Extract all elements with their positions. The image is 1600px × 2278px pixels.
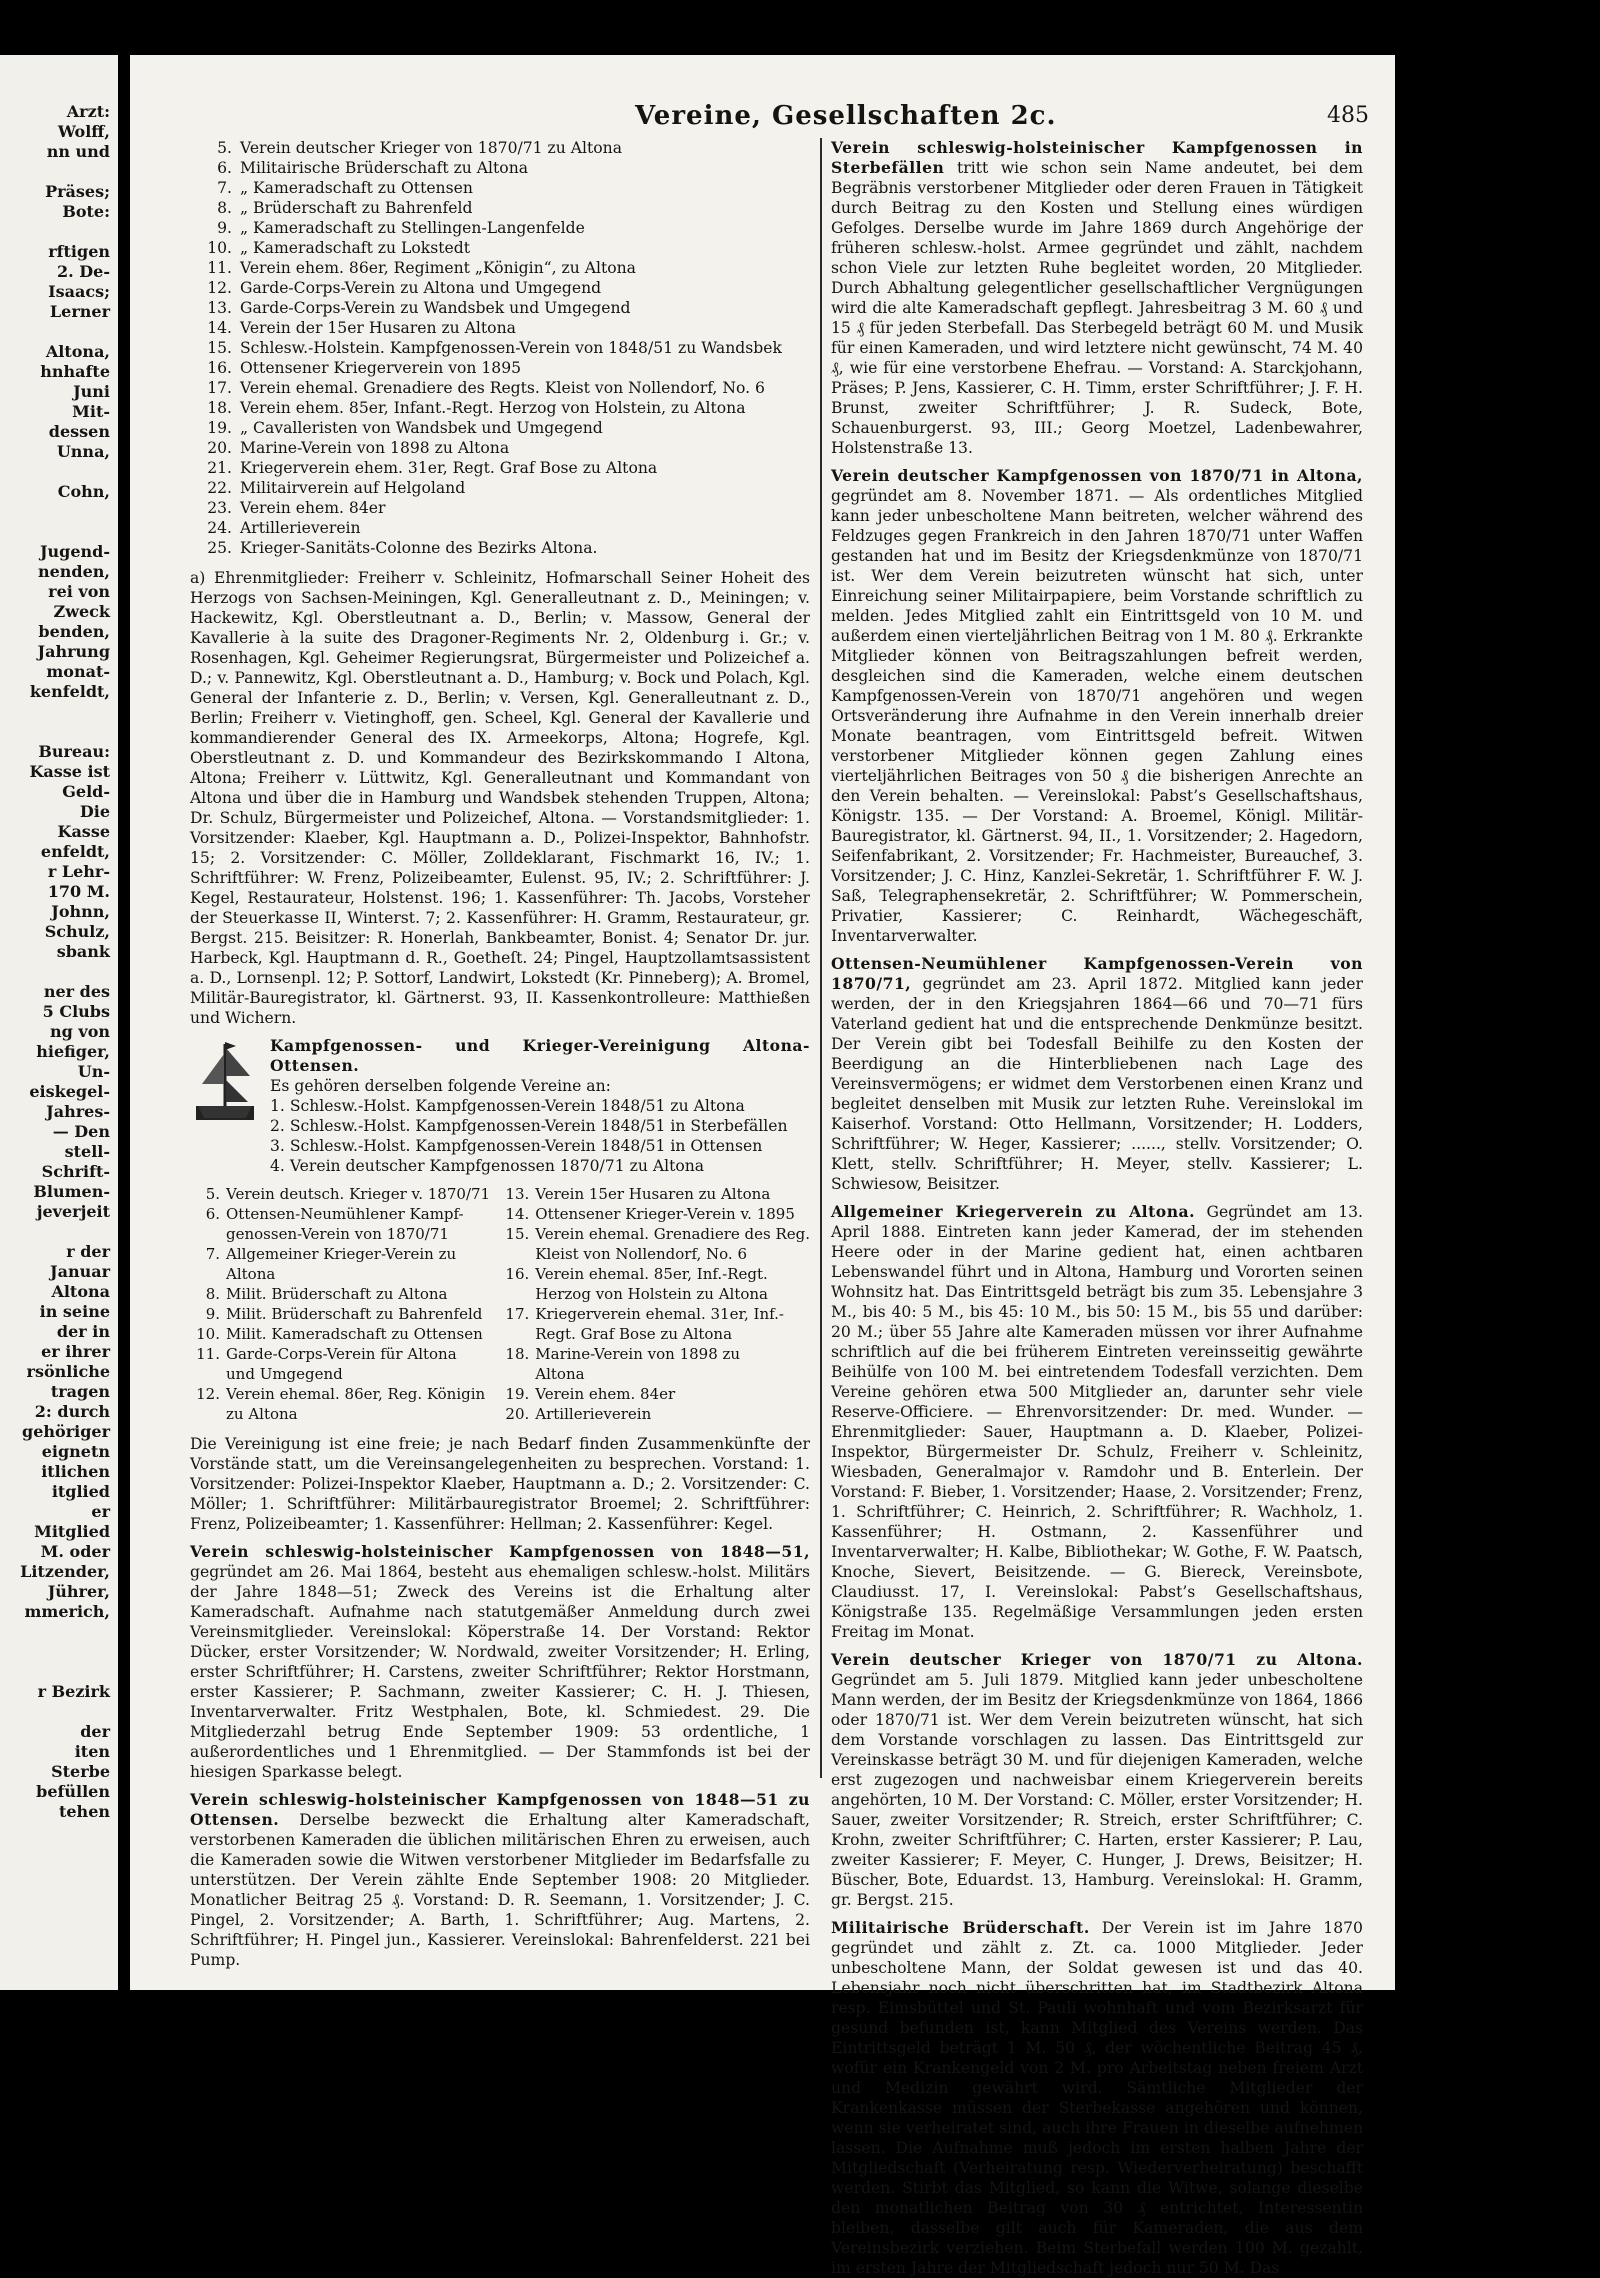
prev-page-fragment: Altona — [51, 1282, 110, 1301]
list-text: Verein ehem. 84er — [535, 1385, 676, 1403]
prev-page-fragment: Altona, — [45, 342, 110, 361]
prev-page-fragment: Bureau: — [38, 742, 110, 761]
column-rule — [820, 138, 822, 1778]
prev-page-fragment: Mit- — [72, 402, 110, 421]
list-number: 6. — [217, 159, 232, 177]
entry-text: gegründet am 8. November 1871. — Als ordentliches Mitglied kann jeder unbescholtene Mann beitreten, welcher während des Feldzuges gegen Frankreich in den Jahren 1870/71 unter Waffen gestanden hat und im Besitz der Kriegsdenkmünze von 1870/71 ist. Wer dem Verein beizutreten wünscht hat sich, unter Einreichung seiner Militairpapiere, beim Vorstande schriftlich zu melden. Jedes Mitglied zahlt ein Eintrittsgeld von 10 M. und außerdem einen vierteljährlichen Beitrag von 1 M. 80 ₰. Erkrankte Mitglieder können von Beitragszahlungen befreit werden, desgleichen sind die Kameraden, welche einem deutschen Kampfgenossen-Verein von 1870/71 angehören und wegen Ortsveränderung ihre Aufnahme in den Verein innerhalb dreier Monate beantragen, vom Eintrittsgeld befreit. Witwen verstorbener Mitglieder können gegen Zahlung eines vierteljährlichen Beitrages von 50 ₰ die bisherigen Anrechte an den Verein behalten. — Vereinslokal: Pabst’s Gesellschaftshaus, Königstr. 135. — Der Vorstand: A. Broemel, Königl. Militär-Bauregistrator, kl. Gärtnerst. 94, II., 1. Vorsitzender; 2. Hagedorn, Seifenfabrikant, 2. Vorsitzender; Fr. Hachmeister, Bureauchef, 3. Vorsitzender; J. C. Hinz, Kanzlei-Sekretär, 1. Schriftführer F. W. J. Saß, Telegraphensekretär, 2. Schriftführer; W. Pommerschein, Privatier, Kassierer; C. Reinhardt, Wächegeschäft, Inventarverwalter. — [831, 487, 1363, 945]
prev-page-fragment: gehöriger — [22, 1422, 110, 1441]
list-text: Herzog von Holstein zu Altona — [535, 1285, 768, 1303]
list-item — [190, 218, 810, 238]
prev-page-fragment: stell- — [64, 1142, 110, 1161]
prev-page-fragment: 5 Clubs — [42, 1002, 110, 1021]
entry-title: Allgemeiner Kriegerverein zu Altona. — [831, 1202, 1196, 1221]
list-item — [190, 298, 810, 318]
prev-page-fragment: Die — [79, 802, 110, 821]
list-text: Marine-Verein von 1898 zu Altona — [240, 439, 510, 457]
prev-page-fragment: Bote: — [62, 202, 110, 221]
previous-page-edge — [0, 55, 118, 1990]
list-item — [190, 1224, 491, 1244]
prev-page-fragment: r der — [66, 1242, 110, 1261]
list-item — [190, 518, 810, 538]
prev-page-fragment: befüllen — [36, 1782, 110, 1801]
list-number: 20. — [207, 439, 232, 457]
prev-page-fragment: Wolff, — [57, 122, 110, 141]
list-item — [190, 1404, 491, 1424]
list-item — [190, 1364, 491, 1384]
list-number: 7. — [217, 179, 232, 197]
list-number: 12. — [196, 1385, 220, 1403]
prev-page-fragment: M. oder — [40, 1542, 110, 1561]
list-text: Verein ehem. 84er — [240, 499, 386, 517]
entry-title: Verein schleswig-holsteinischer Kampfgenossen von 1848—51 zu Ottensen. — [190, 1790, 810, 1829]
list-text: Altona — [226, 1265, 276, 1283]
prev-page-fragment: Kasse ist — [29, 762, 110, 781]
list-item — [190, 358, 810, 378]
prev-page-fragment: r Bezirk — [37, 1682, 110, 1701]
prev-page-fragment: Isaacs; — [48, 282, 110, 301]
prev-page-fragment: Johnn, — [51, 902, 110, 921]
entry-text: Der Verein ist im Jahre 1870 gegründet und zählt z. Zt. ca. 1000 Mitglieder. Jeder unbescholtene Mann, der Soldat gewesen ist und das 40. Lebensjahr noch nicht überschritten hat, im Stadtbezirk Altona resp. Eimsbüttel und St. Pauli wohnhaft und vom Bezirksarzt für gesund befunden ist, kann Mitglied des Vereins werden. Das Eintrittsgeld beträgt 1 M. 50 ₰, der wöchentliche Beitrag 45 ₰, wofür ein Krankengeld von 2 M. pro Arbeitstag neben freiem Arzt und Medizin gewährt wird. Sämtliche Mitglieder der Krankenkasse müssen der Sterbekasse angehören und können, wenn sie verheiratet sind, auch ihre Frauen in dieselbe aufnehmen lassen. Die Aufnahme muß jedoch im ersten halben Jahre der Mitgliedschaft (Verheiratung resp. Wiederverheiratung) beschafft werden. Stirbt das Mitglied, so kann die Witwe, solange dieselbe den monatlichen Beitrag von 30 ₰ entrichtet, Interessentin bleiben, dasselbe gilt auch für Kameraden, die aus dem Vereinsbezirk verziehen. Beim Sterbefall werden 100 M. gezahlt, im ersten Jahre der Mitgliedschaft jedoch nur 50 M. Das — [831, 1919, 1363, 2277]
prev-page-fragment: in seine — [39, 1302, 110, 1321]
list-text: „ Cavalleristen von Wandsbek und Umgegend — [240, 419, 603, 437]
prev-page-fragment: hiefiger, — [36, 1042, 110, 1061]
list-number: 15. — [505, 1225, 530, 1243]
entry-kampfgenossen-1870 — [831, 466, 1363, 946]
list-number: 20. — [505, 1405, 530, 1423]
list-item — [190, 198, 810, 218]
left-column — [190, 138, 810, 1969]
prev-page-fragment: Schrift- — [41, 1162, 110, 1181]
vereinigung-description: Die Vereinigung ist eine freie; je nach Bedarf finden Zusammenkünfte der Vorstände statt, um die Vereinsangelegenheiten zu besprechen. Vorstand: 1. Vorsitzender: Polizei-Inspektor Klaeber, Hauptmann a. D.; 2. Vorsitzender: C. Möller; 1. Schriftführer: Militärbauregistrator Broemel; 2. Schriftführer: Frenz, Polizeibeamter; 1. Kassenführer: Hellman; 2. Kassenführer: Kegel. — [190, 1435, 810, 1533]
list-text: Militairische Brüderschaft zu Altona — [240, 159, 529, 177]
prev-page-fragment: kenfeldt, — [29, 682, 110, 701]
prev-page-fragment: Blumen- — [33, 1182, 110, 1201]
list-text: Ottensener Kriegerverein von 1895 — [240, 359, 522, 377]
list-number: 9. — [205, 1305, 220, 1323]
list-text: Ottensen-Neumühlener Kampf- — [226, 1205, 464, 1223]
list-text: Garde-Corps-Verein für Altona — [226, 1345, 457, 1363]
entry-title: Verein schleswig-holsteinischer Kampfgenossen in Sterbefällen — [831, 138, 1363, 177]
list-item — [499, 1204, 810, 1224]
list-item: 1. Schlesw.-Holst. Kampfgenossen-Verein 1848/51 zu Altona — [270, 1097, 745, 1115]
list-item — [499, 1324, 810, 1344]
prev-page-fragment: Litzender, — [20, 1562, 110, 1581]
prev-page-fragment: Jührer, — [47, 1582, 110, 1601]
list-text: Verein 15er Husaren zu Altona — [535, 1185, 771, 1203]
list-item — [190, 138, 810, 158]
list-text: Ottensener Krieger-Verein v. 1895 — [535, 1205, 795, 1223]
entry-text: Gegründet am 5. Juli 1879. Mitglied kann jeder unbescholtene Mann werden, der im Besitz der Kriegsdenkmünze von 1864, 1866 oder 1870/71 ist. Wer dem Verein beizutreten wünscht, hat sich dem Vorstande vorschlagen zu lassen. Das Eintrittsgeld zur Vereinskasse beträgt 30 M. und für diejenigen Kameraden, welche erst zugezogen und nachweisbar einem Kriegerverein bereits angehörten, 10 M. Der Vorstand: C. Möller, erster Vorsitzender; H. Sauer, zweiter Vorsitzender; R. Streich, erster Schriftführer; C. Krohn, zweiter Schriftführer; C. Harten, erster Kassierer; P. Lau, zweiter Kassierer; F. Meyer, C. Hunger, J. Drews, Beisitzer; H. Büscher, Bote, Eduardst. 13, Hamburg. Vereinslokal: H. Gramm, gr. Bergst. 215. — [831, 1671, 1363, 1909]
list-number: 19. — [505, 1385, 530, 1403]
prev-page-fragment: Unna, — [56, 442, 110, 461]
list-number: 14. — [207, 319, 232, 337]
entry-title: Militairische Brüderschaft. — [831, 1918, 1090, 1937]
prev-page-fragment: ng von — [50, 1022, 110, 1041]
prev-page-fragment: Cohn, — [57, 482, 110, 501]
prev-page-fragment: dessen — [48, 422, 110, 441]
list-text: Verein ehemal. Grenadiere des Regts. Kleist von Nollendorf, No. 6 — [240, 379, 765, 397]
entry-text: tritt wie schon sein Name andeutet, bei dem Begräbnis verstorbener Mitglieder oder deren Frauen in Tätigkeit durch Beitrag zu den Kosten und Stellung eines würdigen Gefolges. Derselbe wurde im Jahre 1869 durch Angehörige der früheren schlesw.-holst. Armee gegründet und zählt, nachdem schon Viele zur letzten Ruhe begleitet worden, 20 Mitglieder. Durch Abhaltung gelegentlicher gesellschaftlicher Vergnügungen wird die alte Kameradschaft gepflegt. Jahresbeitrag 3 M. 60 ₰ und 15 ₰ für jeden Sterbefall. Das Sterbegeld beträgt 60 M. und Musik für einen Kameraden, und wird letztere nicht gewünscht, 74 M. 40 ₰, wie für eine verstorbene Ehefrau. — Vorstand: A. Starckjohann, Präses; P. Jens, Kassierer, C. H. Timm, erster Schriftführer; J. F. H. Brunst, zweiter Schriftführer; J. R. Sudeck, Bote, Schauenburgerst. 93, III.; Georg Moetzel, Ladenbewahrer, Holstenstraße 13. — [831, 159, 1363, 457]
list-number: 11. — [196, 1345, 220, 1363]
vereinigung-block — [190, 1036, 810, 1176]
list-number: 21. — [207, 459, 232, 477]
list-item — [190, 238, 810, 258]
list-item — [190, 438, 810, 458]
list-text: Allgemeiner Krieger-Verein zu — [226, 1245, 457, 1263]
list-text: Verein ehemal. Grenadiere des Reg. — [535, 1225, 810, 1243]
list-number: 6. — [205, 1205, 220, 1223]
vereinigung-list-a — [190, 1184, 491, 1424]
entry-allgemeiner-krieger — [831, 1202, 1363, 1642]
prev-page-fragment: — Den — [52, 1122, 110, 1141]
list-number: 13. — [207, 299, 232, 317]
right-column — [831, 138, 1363, 2277]
list-number: 24. — [207, 519, 232, 537]
list-item: 2. Schlesw.-Holst. Kampfgenossen-Verein 1848/51 in Sterbefällen — [270, 1117, 788, 1135]
list-text: Milit. Kameradschaft zu Ottensen — [226, 1325, 483, 1343]
list-item — [499, 1184, 810, 1204]
prev-page-fragment: 2: durch — [34, 1402, 110, 1421]
list-item — [190, 378, 810, 398]
prev-page-fragment: Un- — [77, 1062, 110, 1081]
list-item — [190, 1324, 491, 1344]
list-item — [190, 1384, 491, 1404]
list-item — [190, 1344, 491, 1364]
list-text: Garde-Corps-Verein zu Altona und Umgegend — [240, 279, 602, 297]
list-item — [190, 478, 810, 498]
prev-page-fragment: er — [91, 1502, 110, 1521]
prev-page-fragment: itglied — [51, 1482, 110, 1501]
entry-title: Verein deutscher Krieger von 1870/71 zu Altona. — [831, 1650, 1363, 1669]
list-text: und Umgegend — [226, 1365, 343, 1383]
entry-deutsche-krieger — [831, 1650, 1363, 1910]
entry-text: gegründet am 26. Mai 1864, besteht aus ehemaligen schlesw.-holst. Militärs der Jahre 1848—51; Zweck des Vereins ist die Erhaltung alter Kameradschaft. Aufnahme nach statutgemäßer Anmeldung durch zwei Vereinsmitglieder. Vereinslokal: Köperstraße 14. Der Vorstand: Rektor Dücker, erster Vorsitzender; W. Nordwald, zweiter Vorsitzender; H. Erling, erster Schriftführer; H. Carstens, zweiter Schriftführer; Rektor Horstmann, erster Kassierer; P. Sachmann, zweiter Kassierer; C. H. J. Thiesen, Inventarverwalter. Fritz Westphalen, Bote, kl. Schmiedest. 29. Die Mitgliederzahl betrug Ende September 1909: 53 ordentliche, 1 außerordentliches und 1 Ehrenmitglied. — Der Stammfonds ist bei der hiesigen Sparkasse belegt. — [190, 1563, 810, 1781]
vereinigung-top-list — [270, 1096, 810, 1176]
list-number: 7. — [205, 1245, 220, 1263]
list-text: Artillerieverein — [240, 519, 361, 537]
prev-page-fragment: Jahres- — [46, 1102, 110, 1121]
list-item — [499, 1304, 810, 1324]
prev-page-fragment: iten — [74, 1742, 110, 1761]
list-number: 5. — [217, 139, 232, 157]
prev-page-fragment: der — [80, 1722, 110, 1741]
list-item — [190, 398, 810, 418]
list-text: Schlesw.-Holstein. Kampfgenossen-Verein von 1848/51 zu Wandsbek — [240, 339, 782, 357]
prev-page-fragment: rsönliche — [26, 1362, 110, 1381]
list-text: Kriegerverein ehem. 31er, Regt. Graf Bose zu Altona — [240, 459, 658, 477]
prev-page-fragment: Sterbe — [51, 1762, 110, 1781]
list-item — [190, 1284, 491, 1304]
prev-page-fragment: hnhafte — [40, 362, 110, 381]
list-number: 14. — [505, 1205, 530, 1223]
prev-page-fragment: nn und — [46, 142, 110, 161]
list-item — [190, 158, 810, 178]
prev-page-fragment: rftigen — [48, 242, 110, 261]
prev-page-fragment: sbank — [56, 942, 110, 961]
list-item — [190, 178, 810, 198]
list-number: 25. — [207, 539, 232, 557]
honorary-members-text: a) Ehrenmitglieder: Freiherr v. Schleinitz, Hofmarschall Seiner Hoheit des Herzogs von Sachsen-Meiningen, Kgl. Generalleutnant z. D., Meiningen; v. Hackewitz, Kgl. Oberstleutnant a. D., Berlin; v. Massow, General der Kavallerie à la suite des Dragoner-Regiments Nr. 2, Oldenburg i. Gr.; v. Rosenhagen, Kgl. Geheimer Regierungsrat, Bürgermeister und Polizeichef a. D.; v. Pannewitz, Kgl. Oberstleutnant a. D., Hamburg; v. Bock und Polach, Kgl. General der Infanterie z. D., Berlin; v. Versen, Kgl. Generalleutnant z. D., Berlin; Freiherr v. Vietinghoff, gen. Scheel, Kgl. General der Kavallerie und kommandierender General des IX. Armeekorps, Altona; Hogrefe, Kgl. Oberstleutnant z. D. und Kommandeur des Bezirkskommando I Altona, Altona; Freiherr v. Lüttwitz, Kgl. Generalleutnant und Kommandant von Altona und über die in Hamburg und Wandsbek stehenden Truppen, Altona; Dr. Schulz, Bürgermeister und Polizeichef, Altona. — Vorstandsmitglieder: 1. Vorsitzender: Klaeber, Kgl. Hauptmann a. D., Polizei-Inspektor, Bahnhofstr. 15; 2. Vorsitzender: C. Möller, Zolldeklarant, Fischmarkt 16, IV.; 1. Schriftführer: W. Frenz, Polizeibeamter, Eulenst. 95, IV.; 2. Schriftführer: J. Kegel, Restaurateur, Holstenst. 196; 1. Kassenführer: Th. Jacobs, Vorsteher der Steuerkasse II, Winterst. 7; 2. Kassenführer: H. Gramm, Restaurateur, gr. Bergst. 215. Beisitzer: R. Honerlah, Bankbeamter, Bonist. 4; Senator Dr. jur. Harbeck, Kgl. Hauptmann d. R., Goetheſt. 24; Pingel, Hauptzollamtsassistent a. D., Lornsenpl. 12; P. Sottorf, Landwirt, Lokstedt (Kr. Pinneberg); A. Bromel, Militär-Bauregistrator, kl. Gärtnerst. 93, II. Kassenkontrolleure: Matthießen und Wichern. — [190, 569, 810, 1027]
list-item — [190, 1204, 491, 1224]
prev-page-fragment: Lerner — [49, 302, 110, 321]
prev-page-fragment: itlichen — [41, 1462, 110, 1481]
list-text: Verein ehemal. 85er, Inf.-Regt. — [535, 1265, 768, 1283]
list-item — [190, 1244, 491, 1264]
list-item — [499, 1224, 810, 1244]
list-item — [499, 1364, 810, 1384]
entry-text: gegründet am 23. April 1872. Mitglied kann jeder werden, der in den Kriegsjahren 1864—66 und 70—71 fürs Vaterland gedient hat und die entsprechende Denkmünze besitzt. Der Verein gibt bei Todesfall Beihilfe zu den Kosten der Beerdigung an die Hinterbliebenen nach Lage des Vereinsvermögens; er widmet dem Verstorbenen einen Kranz und begleitet denselben mit Musik zur letzten Ruhe. Vereinslokal im Kaiserhof. Vorstand: Otto Hellmann, Vorsitzender; H. Lodders, Schriftführer; W. Heger, Kassierer; ......, stellv. Vorsitzender; O. Klett, stellv. Schriftführer; H. Meyer, stellv. Kassierer; L. Schwiesow, Beisitzer. — [831, 975, 1363, 1193]
list-item — [499, 1344, 810, 1364]
entry-ottensen-neumuehlener — [831, 954, 1363, 1194]
list-item: 3. Schlesw.-Holst. Kampfgenossen-Verein 1848/51 in Ottensen — [270, 1137, 763, 1155]
list-number: 13. — [505, 1185, 530, 1203]
list-number: 23. — [207, 499, 232, 517]
list-text: Verein deutsch. Krieger v. 1870/71 — [226, 1185, 491, 1203]
list-text: Verein deutscher Krieger von 1870/71 zu Altona — [240, 139, 623, 157]
prev-page-fragment: 2. De- — [57, 262, 110, 281]
entry-militairische-bruederschaft — [831, 1918, 1363, 2278]
list-text: Krieger-Sanitäts-Colonne des Bezirks Altona. — [240, 539, 598, 557]
list-item — [499, 1284, 810, 1304]
list-number: 5. — [205, 1185, 220, 1203]
prev-page-fragment: tehen — [58, 1802, 110, 1821]
vereinigung-text — [270, 1036, 810, 1176]
entry-title: Verein deutscher Kampfgenossen von 1870/71 in Altona, — [831, 466, 1363, 485]
list-item — [190, 538, 810, 558]
list-number: 8. — [217, 199, 232, 217]
list-item: 4. Verein deutscher Kampfgenossen 1870/71 zu Altona — [270, 1157, 705, 1175]
page-header — [130, 101, 1395, 137]
list-text: „ Brüderschaft zu Bahrenfeld — [240, 199, 473, 217]
list-text: Milit. Brüderschaft zu Altona — [226, 1285, 448, 1303]
list-number: 16. — [207, 359, 232, 377]
list-text: „ Kameradschaft zu Lokstedt — [240, 239, 470, 257]
list-number: 17. — [207, 379, 232, 397]
prev-page-fragment: r Lehr- — [47, 862, 110, 881]
entry-sterbefaellen — [831, 138, 1363, 458]
list-item — [190, 1264, 491, 1284]
list-text: Marine-Verein von 1898 zu — [535, 1345, 741, 1363]
list-text: Regt. Graf Bose zu Altona — [535, 1325, 733, 1343]
list-text: Verein ehemal. 86er, Reg. Königin — [226, 1385, 486, 1403]
list-item — [190, 278, 810, 298]
prev-page-fragment: jeverjeit — [36, 1202, 110, 1221]
prev-page-fragment: Arzt: — [66, 102, 110, 121]
list-text: zu Altona — [226, 1405, 298, 1423]
list-text: Verein ehem. 86er, Regiment „Königin“, zu Altona — [240, 259, 636, 277]
prev-page-fragment: rei von — [48, 582, 110, 601]
vereinigung-intro: Es gehören derselben folgende Vereine an: — [270, 1077, 611, 1095]
list-text: Altona — [535, 1365, 585, 1383]
prev-page-fragment: benden, — [38, 622, 110, 641]
prev-page-fragment: enfeldt, — [40, 842, 110, 861]
book-page — [130, 55, 1395, 2277]
list-number: 12. — [207, 279, 232, 297]
list-item — [190, 458, 810, 478]
list-text: Artillerieverein — [535, 1405, 652, 1423]
list-item — [190, 418, 810, 438]
list-text: Kriegerverein ehemal. 31er, Inf.- — [535, 1305, 784, 1323]
list-item — [190, 1184, 491, 1204]
list-text: genossen-Verein von 1870/71 — [226, 1225, 449, 1243]
prev-page-fragment: Kasse — [57, 822, 110, 841]
entry-title: Ottensen-Neumühlener Kampfgenossen-Verein von 1870/71, — [831, 954, 1363, 993]
entry-1848-ottensen — [190, 1790, 810, 1970]
page-number: 485 — [1327, 103, 1369, 128]
prev-page-fragment: er ihrer — [41, 1342, 110, 1361]
prev-page-fragment: Januar — [50, 1262, 110, 1281]
list-number: 11. — [207, 259, 232, 277]
vereinigung-heading: Kampfgenossen- und Krieger-Vereinigung Altona-Ottensen. — [270, 1036, 810, 1075]
prev-page-fragment: mmerich, — [24, 1602, 110, 1621]
list-text: Garde-Corps-Verein zu Wandsbek und Umgegend — [240, 299, 631, 317]
prev-page-fragment: Schulz, — [44, 922, 110, 941]
vereinigung-members — [190, 1184, 810, 1424]
prev-page-fragment: Jahrung — [37, 642, 110, 661]
entry-text: Gegründet am 13. April 1888. Eintreten kann jeder Kamerad, der im stehenden Heere oder in der Marine gedient hat, einen achtbaren Lebenswandel führt und in Altona, Hamburg und Vororten seinen Wohnsitz hat. Das Eintrittsgeld beträgt bis zum 35. Lebensjahre 3 M., bis 40: 5 M., bis 45: 10 M., bis 50: 15 M., bis 55 und darüber: 20 M.; über 55 Jahre alte Kameraden müssen vor ihrer Aufnahme schriftlich auf die bei früherem Eintreten vereinsseitig gewährte Beihülfe von 100 M. bei eintretendem Todesfall verzichten. Dem Vereine gehören etwa 500 Mitglieder an, darunter sehr viele Reserve-Officiere. — Ehrenvorsitzender: Dr. med. Wunder. — Ehrenmitglieder: Sauer, Hauptmann a. D. Klaeber, Polizei-Inspektor, Bürgermeister Dr. Schulz, Freiherr v. Schleinitz, Wiesbaden, Generalmajor v. Ramdohr und B. Enterlein. Der Vorstand: F. Bieber, 1. Vorsitzender; Haase, 2. Vorsitzender; Frenz, 1. Schriftführer; C. Heinrich, 2. Schriftführer; R. Wachholz, 1. Kassenführer; H. Ostmann, 2. Kassenführer und Inventarverwalter; H. Kalbe, Bibliothekar; W. Gothe, F. W. Paatsch, Knoche, Sievert, Beisitzende. — G. Biereck, Vereinsbote, Claudiusst. 17, I. Vereinslokal: Pabst’s Gesellschaftshaus, Königstraße 135. Regelmäßige Versammlungen jeden ersten Freitag im Monat. — [831, 1203, 1363, 1641]
list-number: 10. — [207, 239, 232, 257]
prev-page-fragment: eignetn — [41, 1442, 110, 1461]
list-item — [190, 338, 810, 358]
prev-page-fragment: Geld- — [62, 782, 110, 801]
prev-page-fragment: ner des — [43, 982, 110, 1001]
list-text: Verein ehem. 85er, Infant.-Regt. Herzog von Holstein, zu Altona — [240, 399, 746, 417]
list-item — [190, 1304, 491, 1324]
prev-page-fragment: Jugend- — [39, 542, 110, 561]
list-item — [499, 1404, 810, 1424]
entry-title: Verein schleswig-holsteinischer Kampfgenossen von 1848—51, — [190, 1542, 810, 1561]
list-number: 19. — [207, 419, 232, 437]
list-number: 18. — [505, 1345, 530, 1363]
list-number: 10. — [196, 1325, 220, 1343]
ship-emblem-icon — [190, 1036, 260, 1128]
prev-page-fragment: Juni — [73, 382, 110, 401]
vereinigung-list-b — [499, 1184, 810, 1424]
list-text: „ Kameradschaft zu Ottensen — [240, 179, 473, 197]
list-item — [190, 318, 810, 338]
list-number: 18. — [207, 399, 232, 417]
prev-page-fragment: der in — [56, 1322, 110, 1341]
list-item — [499, 1264, 810, 1284]
association-list — [190, 138, 810, 558]
prev-page-fragment: eiskegel- — [29, 1082, 110, 1101]
prev-page-fragment: monat- — [46, 662, 110, 681]
prev-page-fragment: Mitglied — [34, 1522, 110, 1541]
list-number: 9. — [217, 219, 232, 237]
list-number: 22. — [207, 479, 232, 497]
list-item — [190, 258, 810, 278]
list-number: 8. — [205, 1285, 220, 1303]
prev-page-fragment: 170 M. — [47, 882, 110, 901]
list-item — [499, 1244, 810, 1264]
prev-page-fragment: nenden, — [37, 562, 110, 581]
list-item — [190, 498, 810, 518]
list-number: 15. — [207, 339, 232, 357]
list-text: Verein der 15er Husaren zu Altona — [240, 319, 516, 337]
list-number: 16. — [505, 1265, 530, 1283]
list-item — [499, 1384, 810, 1404]
prev-page-fragment: Zweck — [53, 602, 110, 621]
entry-1848-altona — [190, 1542, 810, 1782]
list-number: 17. — [505, 1305, 530, 1323]
prev-page-fragment: tragen — [50, 1382, 110, 1401]
entry-text: Derselbe bezweckt die Erhaltung alter Kameradschaft, verstorbenen Kameraden die üblichen militärischen Ehren zu erweisen, auch die Kameraden sowie die Witwen verstorbener Mitglieder im Bedarfsfalle zu unterstützen. Der Verein zählte Ende September 1908: 20 Mitglieder. Monatlicher Beitrag 25 ₰. Vorstand: D. R. Seemann, 1. Vorsitzender; J. C. Pingel, 2. Vorsitzender; A. Barth, 1. Schriftführer; Aug. Martens, 2. Schriftführer; H. Pingel jun., Kassierer. Vereinslokal: Bahrenfelderst. 221 bei Pump. — [190, 1811, 810, 1969]
list-text: „ Kameradschaft zu Stellingen-Langenfelde — [240, 219, 585, 237]
list-text: Militairverein auf Helgoland — [240, 479, 466, 497]
list-text: Milit. Brüderschaft zu Bahrenfeld — [226, 1305, 483, 1323]
running-title: Vereine, Gesellschaften 2c. — [635, 101, 1057, 131]
prev-page-fragment: Präses; — [45, 182, 110, 201]
list-text: Kleist von Nollendorf, No. 6 — [535, 1245, 747, 1263]
